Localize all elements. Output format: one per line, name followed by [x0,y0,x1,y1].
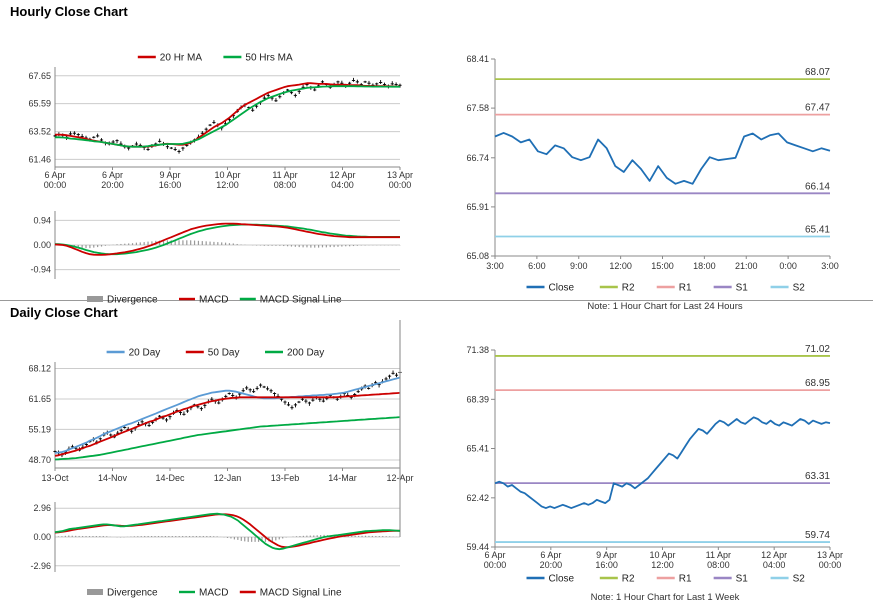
level-label-s2: 59.74 [804,530,830,542]
chart-text: 04:00 [331,180,354,190]
chart-text: 12 Apr [761,550,788,560]
hourly-charts-svg [0,19,873,312]
chart-text: 00:00 [43,180,67,190]
price-chart [28,362,413,483]
chart-text: 12-Jan [213,473,242,483]
chart-text: 00:00 [483,560,507,570]
chart-text: 11 Apr [705,550,732,560]
legend-label: 200 Day [287,347,325,359]
daily-charts-svg [0,320,873,601]
hourly-chart-note: Note: 1 Hour Chart for Last 24 Hours [587,301,743,312]
level-label-r2: 71.02 [804,343,830,355]
chart-text: 16:00 [595,560,618,570]
chart-text: 10 Apr [214,170,241,180]
legend-label: 50 Hrs MA [245,52,293,64]
legend-label: 20 Hr MA [159,52,203,64]
legend [527,283,806,294]
chart-text: 68.41 [466,54,489,64]
chart-text: 20:00 [539,560,563,570]
macd-chart [30,211,400,279]
chart-text: 9 Apr [159,170,181,180]
chart-text: 2.96 [33,503,51,514]
chart-text: 00:00 [388,180,412,190]
chart-text: 65.41 [466,443,489,454]
close-line [495,417,830,508]
legend-label: S2 [792,282,805,294]
legend-label: R1 [678,573,692,585]
level-label-r2: 68.07 [804,67,830,79]
chart-text: 0.00 [33,240,51,250]
chart-text: 66.74 [466,152,489,163]
legend-label: 20 Day [128,347,161,359]
chart-text: 13 Apr [816,550,844,560]
levels-chart [466,344,843,570]
series-50-hrs-ma [55,86,400,147]
legend-label: Divergence [107,587,158,599]
chart-text: 0.94 [33,215,51,226]
chart-text: 21:00 [734,261,758,271]
legend [527,574,806,585]
series-20-hr-ma [55,83,400,147]
chart-text: 6:00 [528,261,546,271]
chart-text: 15:00 [651,261,674,271]
chart-text: 55.19 [28,424,51,435]
series-20-day [55,378,400,453]
chart-text: 65.59 [28,98,51,109]
hourly-panel-title: Hourly Close Chart [10,4,128,19]
legend-label: 50 Day [207,347,240,359]
legend-label: S2 [792,573,805,585]
macd-line [55,224,400,255]
chart-text: 12:00 [651,560,674,570]
chart-text: 16:00 [158,180,182,190]
chart-text: 62.42 [466,492,489,503]
chart-text: 0.00 [33,532,51,542]
legend-label: R2 [621,573,635,585]
chart-text: 20:00 [101,180,124,190]
price-chart [28,67,413,190]
level-label-s1: 63.31 [804,471,830,483]
legend [138,53,293,64]
series-50-day [55,393,400,456]
chart-text: 6 Apr [540,550,562,560]
chart-text: 08:00 [707,560,730,570]
chart-text: 14-Nov [97,473,128,483]
level-label-s2: 65.41 [804,224,830,236]
legend-label: MACD [199,587,229,599]
chart-text: 6 Apr [101,170,124,180]
macd-signal-line [55,225,400,255]
chart-text: -0.94 [30,264,51,275]
daily-panel-title: Daily Close Chart [10,305,118,320]
chart-text: 12:00 [216,180,239,190]
chart-text: 13-Oct [41,473,69,483]
legend-label: S1 [735,282,748,294]
chart-text: 67.58 [466,103,489,114]
chart-text: 65.08 [466,251,489,261]
chart-text: 11 Apr [272,170,298,180]
chart-text: 3:00 [486,261,504,271]
legend [87,588,342,599]
chart-text: 59.44 [466,542,489,552]
legend-label: Close [548,282,575,294]
legend-label: R2 [621,282,635,294]
level-label-s1: 66.14 [804,181,830,193]
chart-text: 12:00 [609,261,632,271]
chart-text: 63.52 [28,126,51,137]
legend-label: MACD [199,294,229,306]
level-label-r1: 68.95 [804,378,830,390]
chart-text: 71.38 [466,345,489,355]
legend-label: Divergence [107,294,158,306]
chart-text: 12-Apr [386,473,414,483]
chart-text: 00:00 [818,560,842,570]
chart-text: 13-Feb [270,473,300,483]
chart-text: 6 Apr [44,170,66,180]
levels-chart [466,54,838,271]
chart-text: 9:00 [569,261,588,271]
chart-text: 68.39 [466,394,489,405]
chart-text: 48.70 [28,454,51,465]
chart-text: 10 Apr [649,550,676,560]
chart-text: 65.91 [466,201,489,212]
macd-signal-line [55,514,400,547]
chart-text: 04:00 [762,560,786,570]
legend-label: S1 [735,573,748,585]
legend-label: R1 [678,282,692,294]
chart-text: 67.65 [28,70,51,81]
chart-text: -2.96 [30,560,51,571]
chart-text: 6 Apr [484,550,506,560]
chart-text: 68.12 [28,363,51,374]
chart-text: 18:00 [693,261,716,271]
divergence-bars [55,240,400,248]
legend [107,348,325,359]
macd-line [55,514,400,550]
chart-text: 14-Mar [328,473,357,483]
legend-label: Close [548,573,575,585]
daily-panel [0,301,873,601]
chart-text: 61.65 [28,393,51,404]
chart-text: 61.46 [28,154,51,165]
level-label-r1: 67.47 [804,102,830,114]
legend-label: MACD Signal Line [259,294,342,306]
close-line [495,133,830,184]
legend-label: MACD Signal Line [259,587,342,599]
chart-text: 13 Apr [386,170,414,180]
chart-text: 3:00 [821,261,839,271]
daily-chart-note: Note: 1 Hour Chart for Last 1 Week [590,592,740,601]
chart-text: 12 Apr [329,170,356,180]
chart-text: 0:00 [779,261,797,271]
chart-text: 14-Dec [155,473,185,483]
chart-text: 9 Apr [596,550,618,560]
chart-text: 08:00 [273,180,297,190]
ohlc-bars [53,370,401,457]
